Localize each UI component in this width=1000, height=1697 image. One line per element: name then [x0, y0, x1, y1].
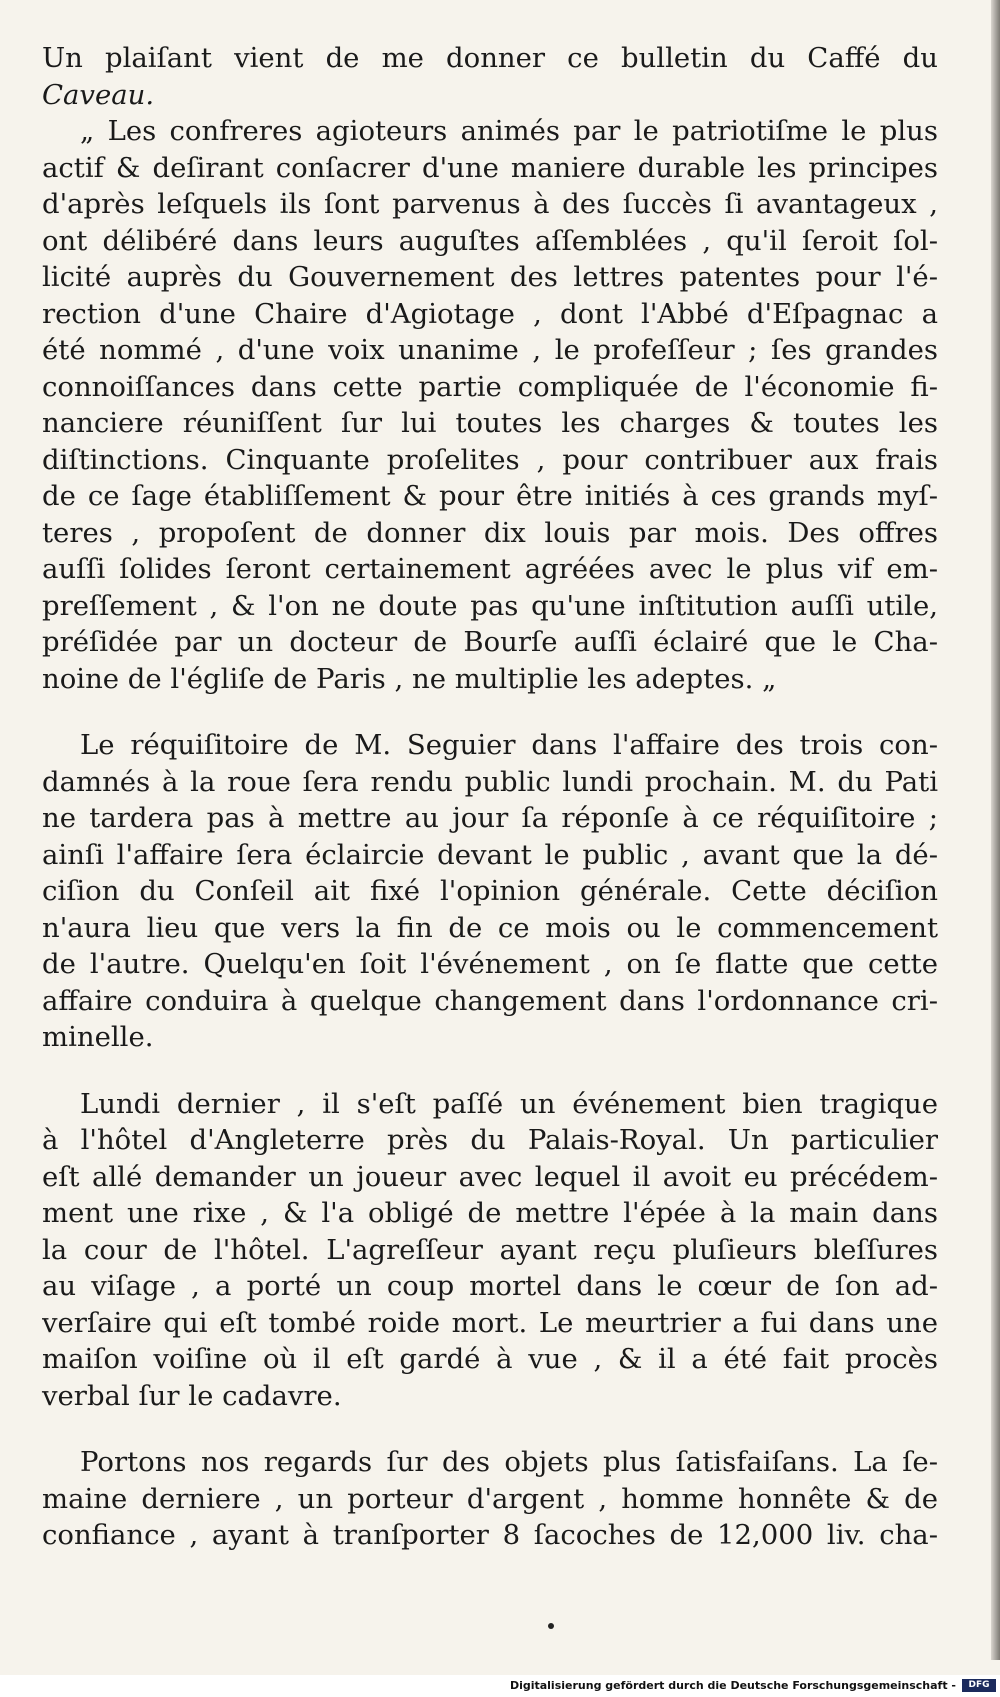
dfg-logo: DFG — [962, 1679, 996, 1692]
text-line: Lundi dernier , il s'eſt paſſé un événement bien tragique — [80, 1087, 938, 1120]
text-line: Portons nos regards ſur des objets plus ſatisfaiſans. La ſe- — [80, 1446, 938, 1478]
text-line: actif & deſirant conſacrer d'une maniere durable les principes — [42, 151, 938, 184]
footer-bar — [0, 1675, 1000, 1697]
text-line: confiance , ayant à tranſporter 8 ſacoches de 12,000 liv. cha- — [42, 1519, 938, 1551]
text-line: noine de l'égliſe de Paris , ne multiplie les adeptes. „ — [42, 662, 777, 695]
text-line: nanciere réuniſſent ſur lui toutes les charges & toutes les — [42, 407, 938, 439]
paragraph-porteur — [42, 1444, 938, 1554]
text-line: de l'autre. Quelqu'en ſoit l'événement , on ſe flatte que cette — [42, 948, 938, 980]
text-line: ont délibéré dans leurs auguſtes aſſemblées , qu'il ſeroit ſol- — [42, 224, 938, 257]
text-line: auſſi ſolides ſeront certainement agréées avec le plus vif em- — [42, 553, 938, 585]
text-line: d'après leſquels ils ſont parvenus à des ſuccès ſi avantageux , — [42, 188, 938, 220]
text-line: ciſion du Conſeil ait fixé l'opinion générale. Cette déciſion — [42, 875, 938, 907]
text-line: eſt allé demander un joueur avec lequel il avoit eu précédem- — [42, 1160, 938, 1193]
text-line: n'aura lieu que vers la fin de ce mois ou le commencement — [42, 911, 938, 944]
text-line: au viſage , a porté un coup mortel dans le cœur de ſon ad- — [42, 1270, 938, 1302]
text-line: ne tardera pas à mettre au jour ſa réponſe à ce réquiſitoire ; — [42, 802, 938, 834]
text-line: à l'hôtel d'Angleterre près du Palais-Royal. Un particulier — [42, 1124, 938, 1156]
text-line: Le réquiſitoire de M. Seguier dans l'affaire des trois con- — [80, 729, 938, 761]
text-line: minelle. — [42, 1021, 154, 1053]
text-line: teres , propoſent de donner dix louis par mois. Des offres — [42, 516, 938, 549]
page-edge-shadow — [991, 0, 1000, 1660]
text-line: rection d'une Chaire d'Agiotage , dont l'Abbé d'Eſpagnac a — [42, 297, 938, 330]
paragraph-requisitoire — [42, 727, 938, 1056]
text-line: maiſon voiſine où il eſt gardé à vue , & il a été fait procès — [42, 1343, 938, 1375]
text-line: Caveau. — [42, 78, 155, 111]
text-line: connoiſſances dans cette partie compliquée de l'économie fi- — [42, 370, 938, 403]
paragraph-bulletin — [42, 40, 938, 697]
text-line: damnés à la roue ſera rendu public lundi prochain. M. du Pati — [42, 765, 938, 798]
text-line: Un plaiſant vient de me donner ce bulletin du Caffé du — [42, 42, 938, 74]
text-line: de ce ſage établiſſement & pour être initiés à ces grands myſ- — [42, 480, 938, 512]
text-line: diſtinctions. Cinquante proſelites , pour contribuer aux frais — [42, 443, 938, 476]
signature-mark — [548, 1623, 554, 1629]
footer-credit: Digitalisierung gefördert durch die Deutsche Forschungsgemeinschaft - — [509, 1679, 956, 1692]
text-line: „ Les confreres agioteurs animés par le patriotiſme le plus — [80, 115, 938, 147]
text-line: licité auprès du Gouvernement des lettres patentes pour l'é- — [42, 261, 938, 293]
text-line: verſaire qui eſt tombé roide mort. Le meurtrier a fui dans une — [42, 1306, 938, 1339]
text-line: été nommé , d'une voix unanime , le profeſſeur ; ſes grandes — [42, 334, 938, 366]
text-line: maine derniere , un porteur d'argent , homme honnête & de — [42, 1482, 938, 1515]
text-line: ment une rixe , & l'a obligé de mettre l'épée à la main dans — [42, 1197, 938, 1229]
text-line: ainſi l'affaire ſera éclaircie devant le public , avant que la dé- — [42, 838, 938, 871]
text-line: preſſement , & l'on ne doute pas qu'une inſtitution auſſi utile, — [42, 589, 938, 622]
text-line: affaire conduira à quelque changement dans l'ordonnance cri- — [42, 984, 938, 1017]
text-line: la cour de l'hôtel. L'agreſſeur ayant reçu pluſieurs bleſſures — [42, 1233, 938, 1266]
text-line: verbal ſur le cadavre. — [42, 1379, 342, 1412]
paragraph-hotel-angleterre — [42, 1086, 938, 1415]
text-line: préſidée par un docteur de Bourſe auſſi éclairé que le Cha- — [42, 626, 938, 658]
body-text — [42, 40, 938, 1554]
